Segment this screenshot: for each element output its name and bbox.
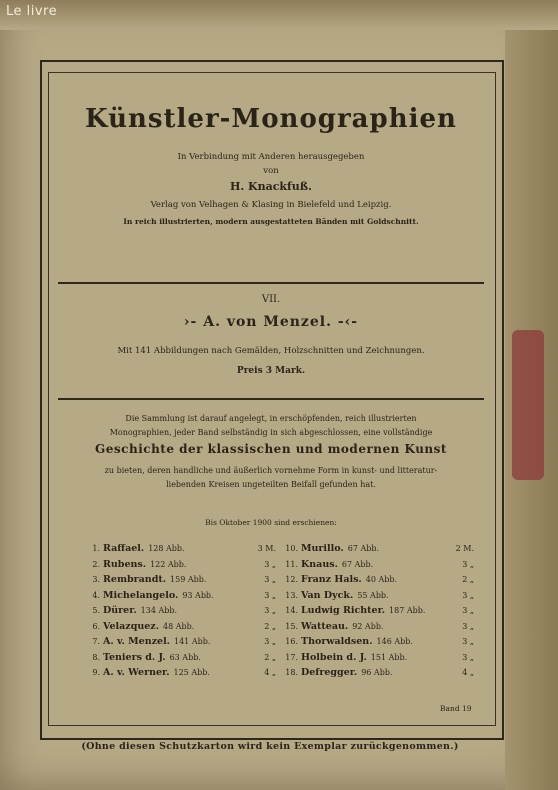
item-artist: Defregger.: [301, 667, 358, 678]
divider-top: [58, 282, 484, 284]
list-item: [284, 574, 474, 590]
divider-middle: [58, 398, 484, 400]
item-price: 3 „: [264, 590, 276, 600]
list-item: [284, 605, 474, 621]
intro-heading: Geschichte der klassischen und modernen Kunst: [95, 442, 447, 456]
item-artist: Raffael.: [103, 543, 145, 554]
list-item: [86, 652, 276, 668]
intro-line-2: Monographien, jeder Band selbständig in sich abgeschlossen, eine vollständige: [109, 428, 433, 437]
item-detail: 40 Abb.: [365, 575, 398, 584]
list-item: [86, 636, 276, 652]
volume-list-right: [284, 543, 474, 683]
item-number: 2.: [92, 559, 100, 569]
list-item: [284, 667, 474, 683]
item-detail: 96 Abb.: [361, 668, 393, 677]
item-number: 9.: [92, 668, 100, 677]
item-artist: Watteau.: [301, 620, 349, 632]
item-detail: 48 Abb.: [163, 621, 195, 631]
item-price: 3 „: [264, 559, 276, 569]
item-artist: Franz Hals.: [301, 574, 362, 585]
item-number: 8.: [92, 652, 100, 662]
editor-name: H. Knackfuß.: [230, 180, 312, 193]
list-item: [284, 559, 474, 575]
item-price: 2 M.: [455, 544, 474, 553]
item-number: 17.: [285, 652, 298, 662]
item-price: 4 „: [462, 668, 474, 677]
volume-list-left: [86, 543, 276, 683]
item-detail: 134 Abb.: [140, 606, 178, 615]
item-price: 3 „: [264, 575, 276, 584]
item-detail: 55 Abb.: [357, 590, 389, 600]
illustrations-line: Mit 141 Abbildungen nach Gemälden, Holzschnitten und Zeichnungen.: [117, 346, 425, 356]
author-name: A. von Menzel.: [203, 314, 332, 330]
item-artist: Michelangelo.: [103, 589, 179, 601]
top-edge: [0, 0, 558, 30]
item-price: 3 M.: [257, 544, 276, 553]
item-number: 6.: [92, 621, 100, 631]
item-artist: A. v. Werner.: [103, 667, 170, 678]
item-detail: 146 Abb.: [376, 637, 413, 646]
item-artist: Teniers d. J.: [103, 651, 166, 663]
ornament-left: ›-: [183, 314, 198, 330]
von-label: von: [263, 166, 279, 176]
item-price: 4 „: [264, 668, 276, 677]
item-price: 3 „: [462, 621, 474, 631]
item-detail: 63 Abb.: [169, 652, 201, 662]
item-number: 5.: [92, 606, 100, 615]
watermark: Le livre: [6, 4, 58, 19]
list-item: [284, 590, 474, 606]
item-number: 11.: [285, 559, 298, 569]
list-item: [284, 621, 474, 637]
item-detail: 141 Abb.: [174, 637, 211, 646]
item-detail: 159 Abb.: [170, 575, 207, 584]
item-artist: Holbein d. J.: [301, 651, 367, 663]
item-artist: Dürer.: [103, 605, 137, 616]
item-price: 3 „: [462, 637, 474, 646]
item-number: 3.: [92, 575, 100, 584]
item-detail: 67 Abb.: [347, 544, 380, 553]
item-artist: Ludwig Richter.: [301, 605, 386, 616]
item-number: 12.: [285, 575, 298, 584]
item-detail: 125 Abb.: [173, 668, 210, 677]
item-price: 3 „: [462, 559, 474, 569]
ornament-right: -‹-: [337, 314, 359, 330]
footer-note: (Ohne diesen Schutzkarton wird kein Exemplar zurückgenommen.): [81, 741, 459, 752]
item-artist: Murillo.: [301, 543, 344, 554]
list-item: [284, 543, 474, 559]
item-number: 7.: [92, 637, 100, 646]
item-detail: 128 Abb.: [148, 544, 185, 553]
item-detail: 92 Abb.: [352, 621, 384, 631]
item-number: 4.: [92, 590, 100, 600]
item-price: 3 „: [264, 637, 276, 646]
item-number: 15.: [285, 621, 298, 631]
red-stain: [512, 330, 544, 480]
item-detail: 93 Abb.: [182, 590, 214, 600]
item-artist: Thorwaldsen.: [301, 636, 373, 647]
list-item: [86, 574, 276, 590]
item-price: 2 „: [264, 621, 276, 631]
item-detail: 67 Abb.: [341, 559, 374, 569]
item-number: 13.: [285, 590, 298, 600]
intro-line-3: zu bieten, deren handliche und äußerlich vornehme Form in kunst- und litteratur-: [104, 466, 438, 475]
item-artist: Rembrandt.: [103, 574, 167, 585]
item-number: 14.: [285, 606, 298, 615]
item-number: 10.: [285, 544, 298, 553]
intro-line-4: liebenden Kreisen ungeteilten Beifall gefunden hat.: [166, 480, 376, 489]
item-detail: 187 Abb.: [389, 606, 426, 615]
list-item: [86, 605, 276, 621]
list-footer: Band 19: [440, 704, 472, 713]
item-artist: Rubens.: [103, 558, 147, 570]
format-line: In reich illustrierten, modern ausgestatteten Bänden mit Goldschnitt.: [123, 217, 419, 226]
publisher-line: Verlag von Velhagen & Klasing in Bielefeld und Leipzig.: [150, 200, 392, 210]
item-price: 2 „: [462, 575, 474, 584]
list-item: [86, 590, 276, 606]
item-artist: Knaus.: [301, 558, 338, 570]
list-item: [86, 621, 276, 637]
item-number: 1.: [92, 544, 100, 553]
item-price: 2 „: [264, 652, 276, 662]
item-price: 3 „: [462, 652, 474, 662]
item-artist: Van Dyck.: [301, 589, 354, 601]
subtitle: In Verbindung mit Anderen herausgegeben: [177, 152, 365, 162]
list-item: [86, 667, 276, 683]
item-price: 3 „: [462, 590, 474, 600]
author-line: [48, 314, 494, 330]
item-artist: Velazquez.: [103, 620, 159, 632]
item-artist: A. v. Menzel.: [103, 636, 170, 647]
item-detail: 151 Abb.: [370, 652, 408, 662]
price-line: Preis 3 Mark.: [236, 366, 306, 376]
list-heading: Bis Oktober 1900 sind erschienen:: [205, 518, 337, 527]
list-item: [284, 652, 474, 668]
list-item: [86, 543, 276, 559]
volume-number: VII.: [261, 294, 281, 305]
series-title: Künstler-Monographien: [85, 104, 457, 134]
item-detail: 122 Abb.: [150, 559, 187, 569]
item-number: 18.: [285, 668, 298, 677]
item-number: 16.: [285, 637, 298, 646]
list-item: [86, 559, 276, 575]
item-price: 3 „: [264, 606, 276, 615]
list-item: [284, 636, 474, 652]
intro-line-1: Die Sammlung ist darauf angelegt, in erschöpfenden, reich illustrierten: [125, 414, 417, 423]
item-price: 3 „: [462, 606, 474, 615]
